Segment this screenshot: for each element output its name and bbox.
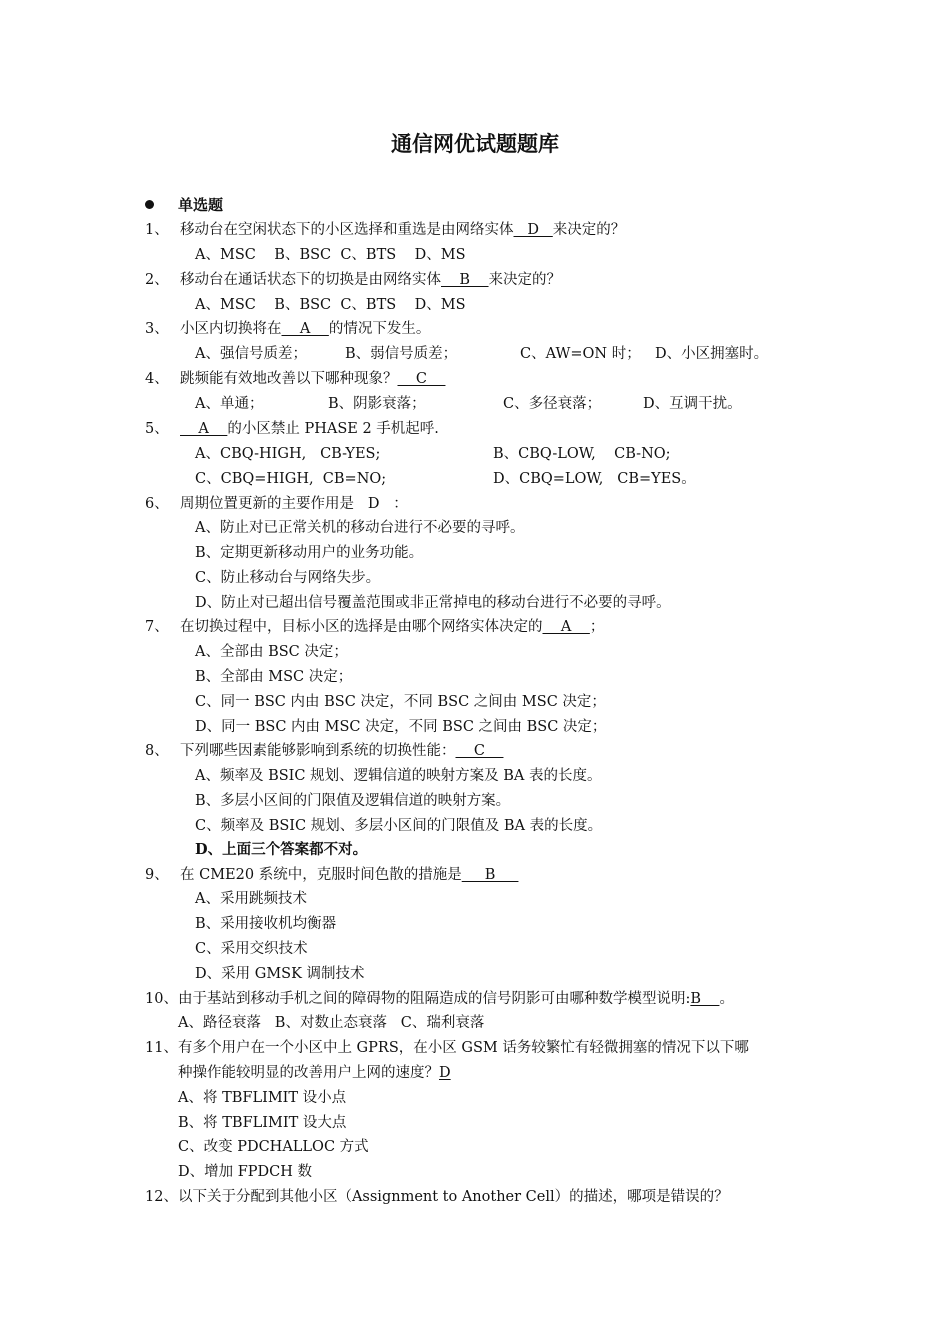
question-text-tail: 。 <box>719 991 734 1007</box>
question-text: 在切换过程中，目标小区的选择是由哪个网络实体决定的 <box>180 619 543 635</box>
question-1-options: A、MSC B、BSC C、BTS D、MS <box>195 247 466 263</box>
question-number: 3、 <box>145 321 169 337</box>
question-6-option-d: D、防止对已超出信号覆盖范围或非正常掉电的移动台进行不必要的寻呼。 <box>195 595 671 611</box>
question-2-options: A、MSC B、BSC C、BTS D、MS <box>195 297 466 313</box>
question-7-option-b: B、全部由 MSC 决定； <box>195 669 353 685</box>
question-text: 在 CME20 系统中，克服时间色散的措施是 <box>180 867 462 883</box>
question-6-option-b: B、定期更新移动用户的业务功能。 <box>195 545 424 561</box>
answer-blank: B <box>690 991 720 1007</box>
question-number: 7、 <box>145 619 169 635</box>
question-10-options: A、路径衰落 B、对数止态衰落 C、瑞利衰落 <box>178 1015 485 1031</box>
question-8-option-d: D、上面三个答案都不对。 <box>195 841 368 858</box>
question-11-line-2 <box>178 1064 451 1082</box>
question-text: 移动台在空闲状态下的小区选择和重选是由网络实体 <box>180 222 514 238</box>
question-text-tail: 的情况下发生。 <box>328 321 431 337</box>
answer-blank: D <box>439 1065 451 1081</box>
question-9-option-c: C、采用交织技术 <box>195 941 308 957</box>
question-number: 9、 <box>145 867 169 883</box>
document-title: 通信网优试题题库 <box>391 131 559 156</box>
question-11-option-d: D、增加 FPDCH 数 <box>178 1164 313 1180</box>
answer-blank: C <box>397 371 446 387</box>
section-label: 单选题 <box>178 196 224 214</box>
question-text-tail: 的小区禁止 PHASE 2 手机起呼. <box>227 421 439 437</box>
question-9-option-a: A、采用跳频技术 <box>195 891 307 907</box>
answer-blank: D <box>513 222 553 238</box>
question-6 <box>145 495 408 513</box>
question-text: 移动台在通话状态下的切换是由网络实体 <box>180 272 441 288</box>
question-8-option-a: A、频率及 BSIC 规划、逻辑信道的映射方案及 BA 表的长度。 <box>195 768 602 784</box>
question-12 <box>145 1188 729 1206</box>
question-number: 10、 <box>145 991 178 1007</box>
answer-blank: A <box>180 421 228 437</box>
question-4-option-b: B、阴影衰落； <box>328 396 426 412</box>
question-number: 11、 <box>145 1040 178 1056</box>
answer-blank: B <box>461 867 519 883</box>
question-3-option-d: D、小区拥塞时。 <box>655 346 769 362</box>
section-heading <box>145 196 223 214</box>
question-7-option-d: D、同一 BSC 内由 MSC 决定，不同 BSC 之间由 BSC 决定； <box>195 719 607 735</box>
question-1 <box>145 221 625 239</box>
question-8 <box>145 742 503 760</box>
question-number: 6、 <box>145 496 169 512</box>
question-9 <box>145 866 518 884</box>
answer-blank: A <box>542 619 590 635</box>
question-4-option-d: D、互调干扰。 <box>643 396 742 412</box>
question-6-option-a: A、防止对已正常关机的移动台进行不必要的寻呼。 <box>195 520 525 536</box>
question-text: 周期位置更新的主要作用是 D ： <box>180 496 408 512</box>
question-5-option-c: C、CBQ=HIGH, CB=NO; <box>195 471 387 487</box>
question-10 <box>145 990 734 1008</box>
question-5-option-d: D、CBQ=LOW, CB=YES。 <box>493 471 696 487</box>
question-number: 5、 <box>145 421 169 437</box>
question-7-option-a: A、全部由 BSC 决定； <box>195 644 348 660</box>
question-11-option-b: B、将 TBFLIMIT 设大点 <box>178 1115 347 1131</box>
bullet-icon <box>145 200 154 209</box>
question-text: 由于基站到移动手机之间的障碍物的阻隔造成的信号阴影可由哪种数学模型说明: <box>177 991 691 1007</box>
question-5-option-a: A、CBQ-HIGH, CB-YES; <box>195 446 381 462</box>
question-text: 以下关于分配到其他小区（Assignment to Another Cell）的描述，哪项是错误的？ <box>177 1189 729 1205</box>
question-3 <box>145 320 430 338</box>
question-3-option-c: C、AW=ON 时； <box>520 346 641 362</box>
question-3-option-a: A、强信号质差； <box>195 346 307 362</box>
question-3-option-b: B、弱信号质差； <box>345 346 458 362</box>
question-4-option-c: C、多径衰落； <box>503 396 602 412</box>
question-6-option-c: C、防止移动台与网络失步。 <box>195 570 381 586</box>
question-number: 2、 <box>145 272 169 288</box>
question-text: 种操作能较明显的改善用户上网的速度？ <box>178 1065 439 1081</box>
question-8-option-c: C、频率及 BSIC 规划、多层小区间的门限值及 BA 表的长度。 <box>195 818 603 834</box>
question-number: 4、 <box>145 371 169 387</box>
answer-blank: B <box>441 272 489 288</box>
question-5 <box>145 420 439 438</box>
question-4 <box>145 370 445 388</box>
question-9-option-d: D、采用 GMSK 调制技术 <box>195 966 365 982</box>
question-number: 12、 <box>145 1189 178 1205</box>
answer-blank: A <box>281 321 329 337</box>
question-11-option-c: C、改变 PDCHALLOC 方式 <box>178 1139 369 1155</box>
question-text-tail: 来决定的？ <box>488 272 562 288</box>
question-number: 8、 <box>145 743 169 759</box>
question-text: 下列哪些因素能够影响到系统的切换性能： <box>180 743 456 759</box>
question-2 <box>145 271 561 289</box>
question-8-option-b: B、多层小区间的门限值及逻辑信道的映射方案。 <box>195 793 511 809</box>
question-text: 有多个用户在一个小区中上 GPRS，在小区 GSM 话务较繁忙有轻微拥塞的情况下以下哪 <box>177 1040 749 1056</box>
question-text: 跳频能有效地改善以下哪种现象？ <box>180 371 398 387</box>
answer-blank: C <box>455 743 504 759</box>
question-text: 小区内切换将在 <box>180 321 282 337</box>
question-7-option-c: C、同一 BSC 内由 BSC 决定，不同 BSC 之间由 MSC 决定； <box>195 694 606 710</box>
question-5-option-b: B、CBQ-LOW, CB-NO; <box>493 446 671 462</box>
question-9-option-b: B、采用接收机均衡器 <box>195 916 337 932</box>
question-11-option-a: A、将 TBFLIMIT 设小点 <box>178 1090 347 1106</box>
question-4-option-a: A、单通； <box>195 396 264 412</box>
question-text-tail: 来决定的？ <box>552 222 626 238</box>
question-11 <box>145 1039 749 1057</box>
question-7 <box>145 618 604 636</box>
question-number: 1、 <box>145 222 169 238</box>
question-text-tail: ； <box>589 619 605 635</box>
